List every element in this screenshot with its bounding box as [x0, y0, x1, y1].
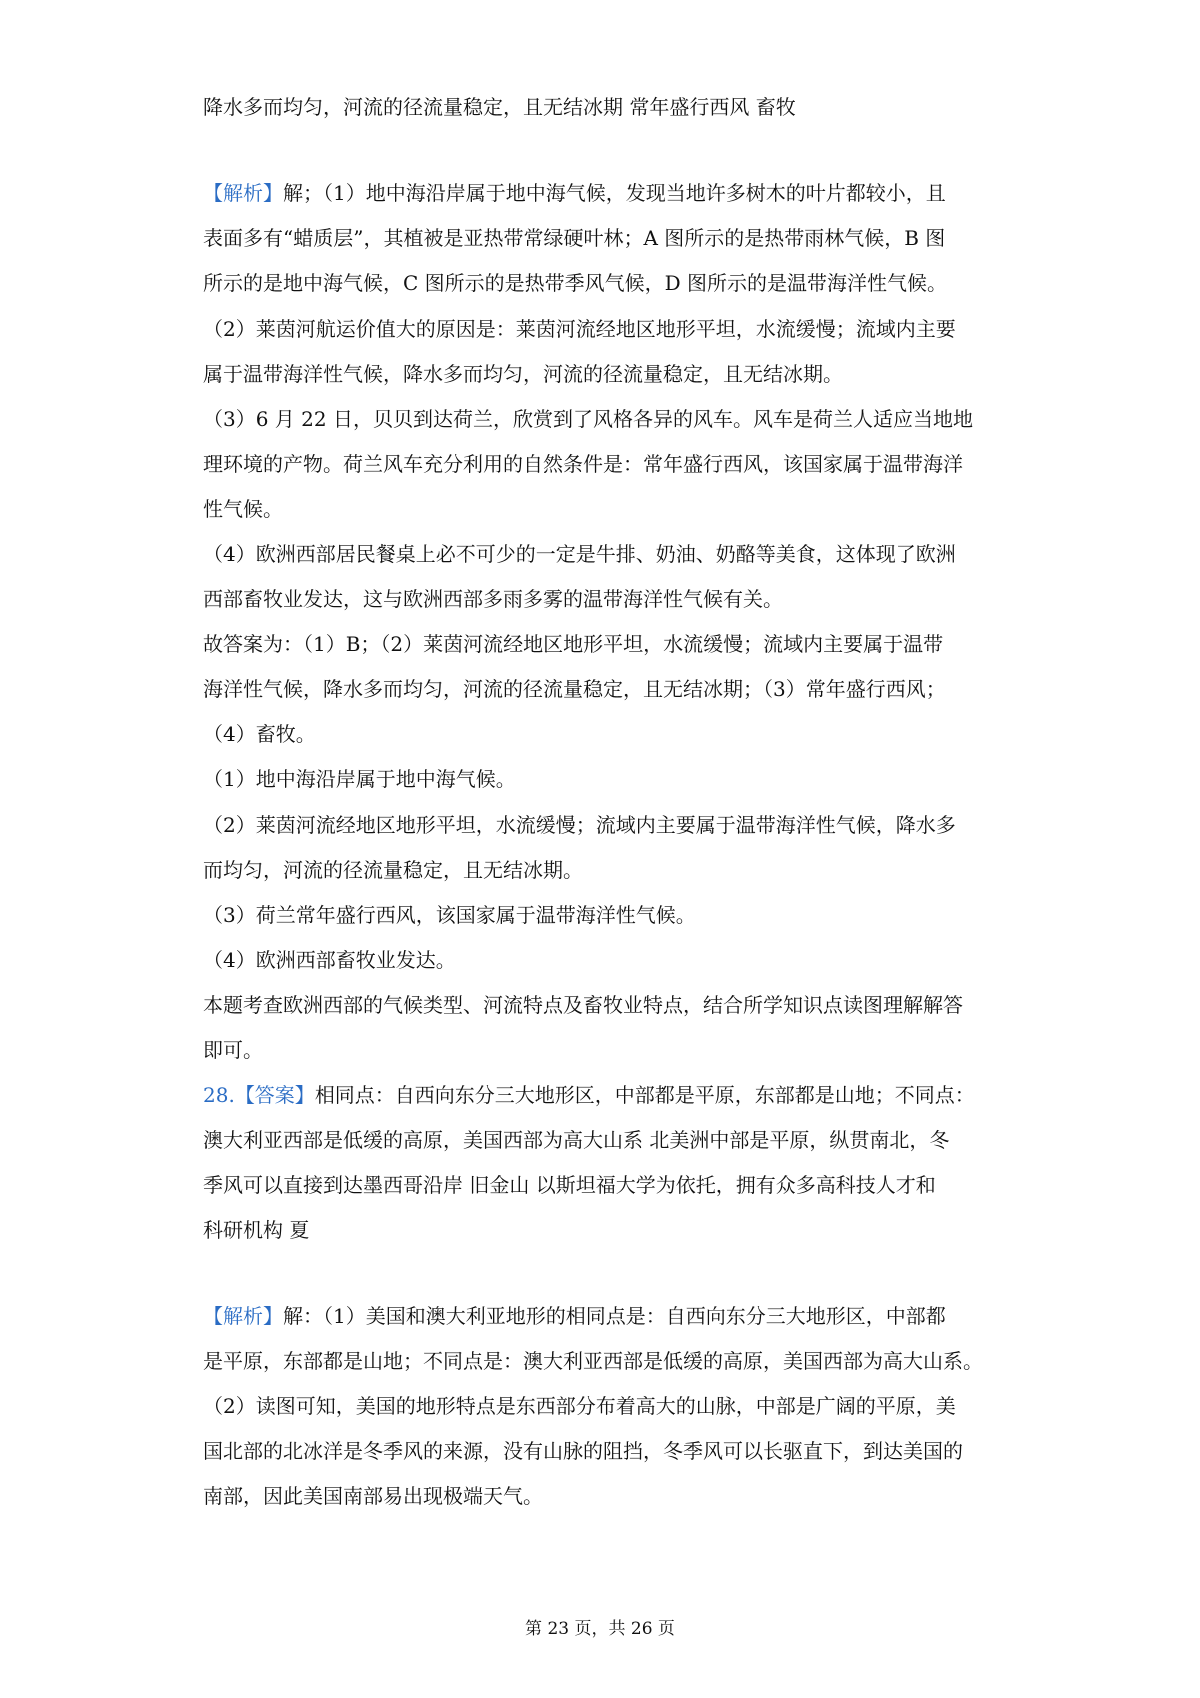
- text-line: 科研机构 夏: [203, 1218, 310, 1242]
- text-line: 是平原，东部都是山地；不同点是：澳大利亚西部是低缓的高原，美国西部为高大山系。: [203, 1349, 983, 1373]
- analysis-line: 【解析】解；（1）地中海沿岸属于地中海气候，发现当地许多树木的叶片都较小，且: [203, 181, 946, 205]
- text-line: 季风可以直接到达墨西哥沿岸 旧金山 以斯坦福大学为依托，拥有众多高科技人才和: [203, 1173, 936, 1197]
- text-line: 所示的是地中海气候，C 图所示的是热带季风气候，D 图所示的是温带海洋性气候。: [203, 271, 948, 295]
- text-line: 理环境的产物。荷兰风车充分利用的自然条件是：常年盛行西风，该国家属于温带海洋: [203, 452, 963, 476]
- text-line: 属于温带海洋性气候，降水多而均匀，河流的径流量稳定，且无结冰期。: [203, 362, 843, 386]
- text-line: （1）地中海沿岸属于地中海气候。: [203, 767, 516, 791]
- text-line: （3）荷兰常年盛行西风，该国家属于温带海洋性气候。: [203, 903, 696, 927]
- text-line: 降水多而均匀，河流的径流量稳定，且无结冰期 常年盛行西风 畜牧: [203, 95, 796, 119]
- text-line: 西部畜牧业发达，这与欧洲西部多雨多雾的温带海洋性气候有关。: [203, 587, 783, 611]
- analysis-tag: 【解析】: [203, 181, 283, 205]
- text-line: （2）莱茵河流经地区地形平坦，水流缓慢；流域内主要属于温带海洋性气候，降水多: [203, 813, 956, 837]
- text-line: （2）读图可知，美国的地形特点是东西部分布着高大的山脉，中部是广阔的平原，美: [203, 1394, 956, 1418]
- text-line: （4）欧洲西部畜牧业发达。: [203, 948, 456, 972]
- text-line: 表面多有“蜡质层”，其植被是亚热带常绿硬叶林；A 图所示的是热带雨林气候，B 图: [203, 226, 946, 250]
- text-line: 性气候。: [203, 497, 283, 521]
- answer-line-q28: 28.【答案】相同点：自西向东分三大地形区，中部都是平原，东部都是山地；不同点：: [203, 1083, 975, 1107]
- text-line: （4）畜牧。: [203, 722, 316, 746]
- text-line: 国北部的北冰洋是冬季风的来源，没有山脉的阻挡，冬季风可以长驱直下，到达美国的: [203, 1439, 963, 1463]
- page-number: 第 23 页，共 26 页: [525, 1619, 675, 1639]
- text-line: （4）欧洲西部居民餐桌上必不可少的一定是牛排、奶油、奶酪等美食，这体现了欧洲: [203, 542, 956, 566]
- answer-tag: 【答案】: [234, 1083, 315, 1107]
- text-line: 南部，因此美国南部易出现极端天气。: [203, 1484, 543, 1508]
- text-line: 而均匀，河流的径流量稳定，且无结冰期。: [203, 858, 583, 882]
- text-line: 海洋性气候，降水多而均匀，河流的径流量稳定，且无结冰期；（3）常年盛行西风；: [203, 677, 946, 701]
- analysis-line: 【解析】解：（1）美国和澳大利亚地形的相同点是：自西向东分三大地形区，中部都: [203, 1304, 946, 1328]
- text-line: 本题考查欧洲西部的气候类型、河流特点及畜牧业特点，结合所学知识点读图理解解答: [203, 993, 963, 1017]
- question-number: 28.: [203, 1083, 235, 1107]
- text-line: 澳大利亚西部是低缓的高原，美国西部为高大山系 北美洲中部是平原，纵贯南北，冬: [203, 1128, 950, 1152]
- text-line: 故答案为：（1）B；（2）莱茵河流经地区地形平坦，水流缓慢；流域内主要属于温带: [203, 632, 944, 656]
- text-line: 即可。: [203, 1038, 263, 1062]
- text-line: （2）莱茵河航运价值大的原因是：莱茵河流经地区地形平坦，水流缓慢；流域内主要: [203, 317, 956, 341]
- text-line: （3）6 月 22 日，贝贝到达荷兰，欣赏到了风格各异的风车。风车是荷兰人适应当地地: [203, 407, 973, 431]
- analysis-tag: 【解析】: [203, 1304, 283, 1328]
